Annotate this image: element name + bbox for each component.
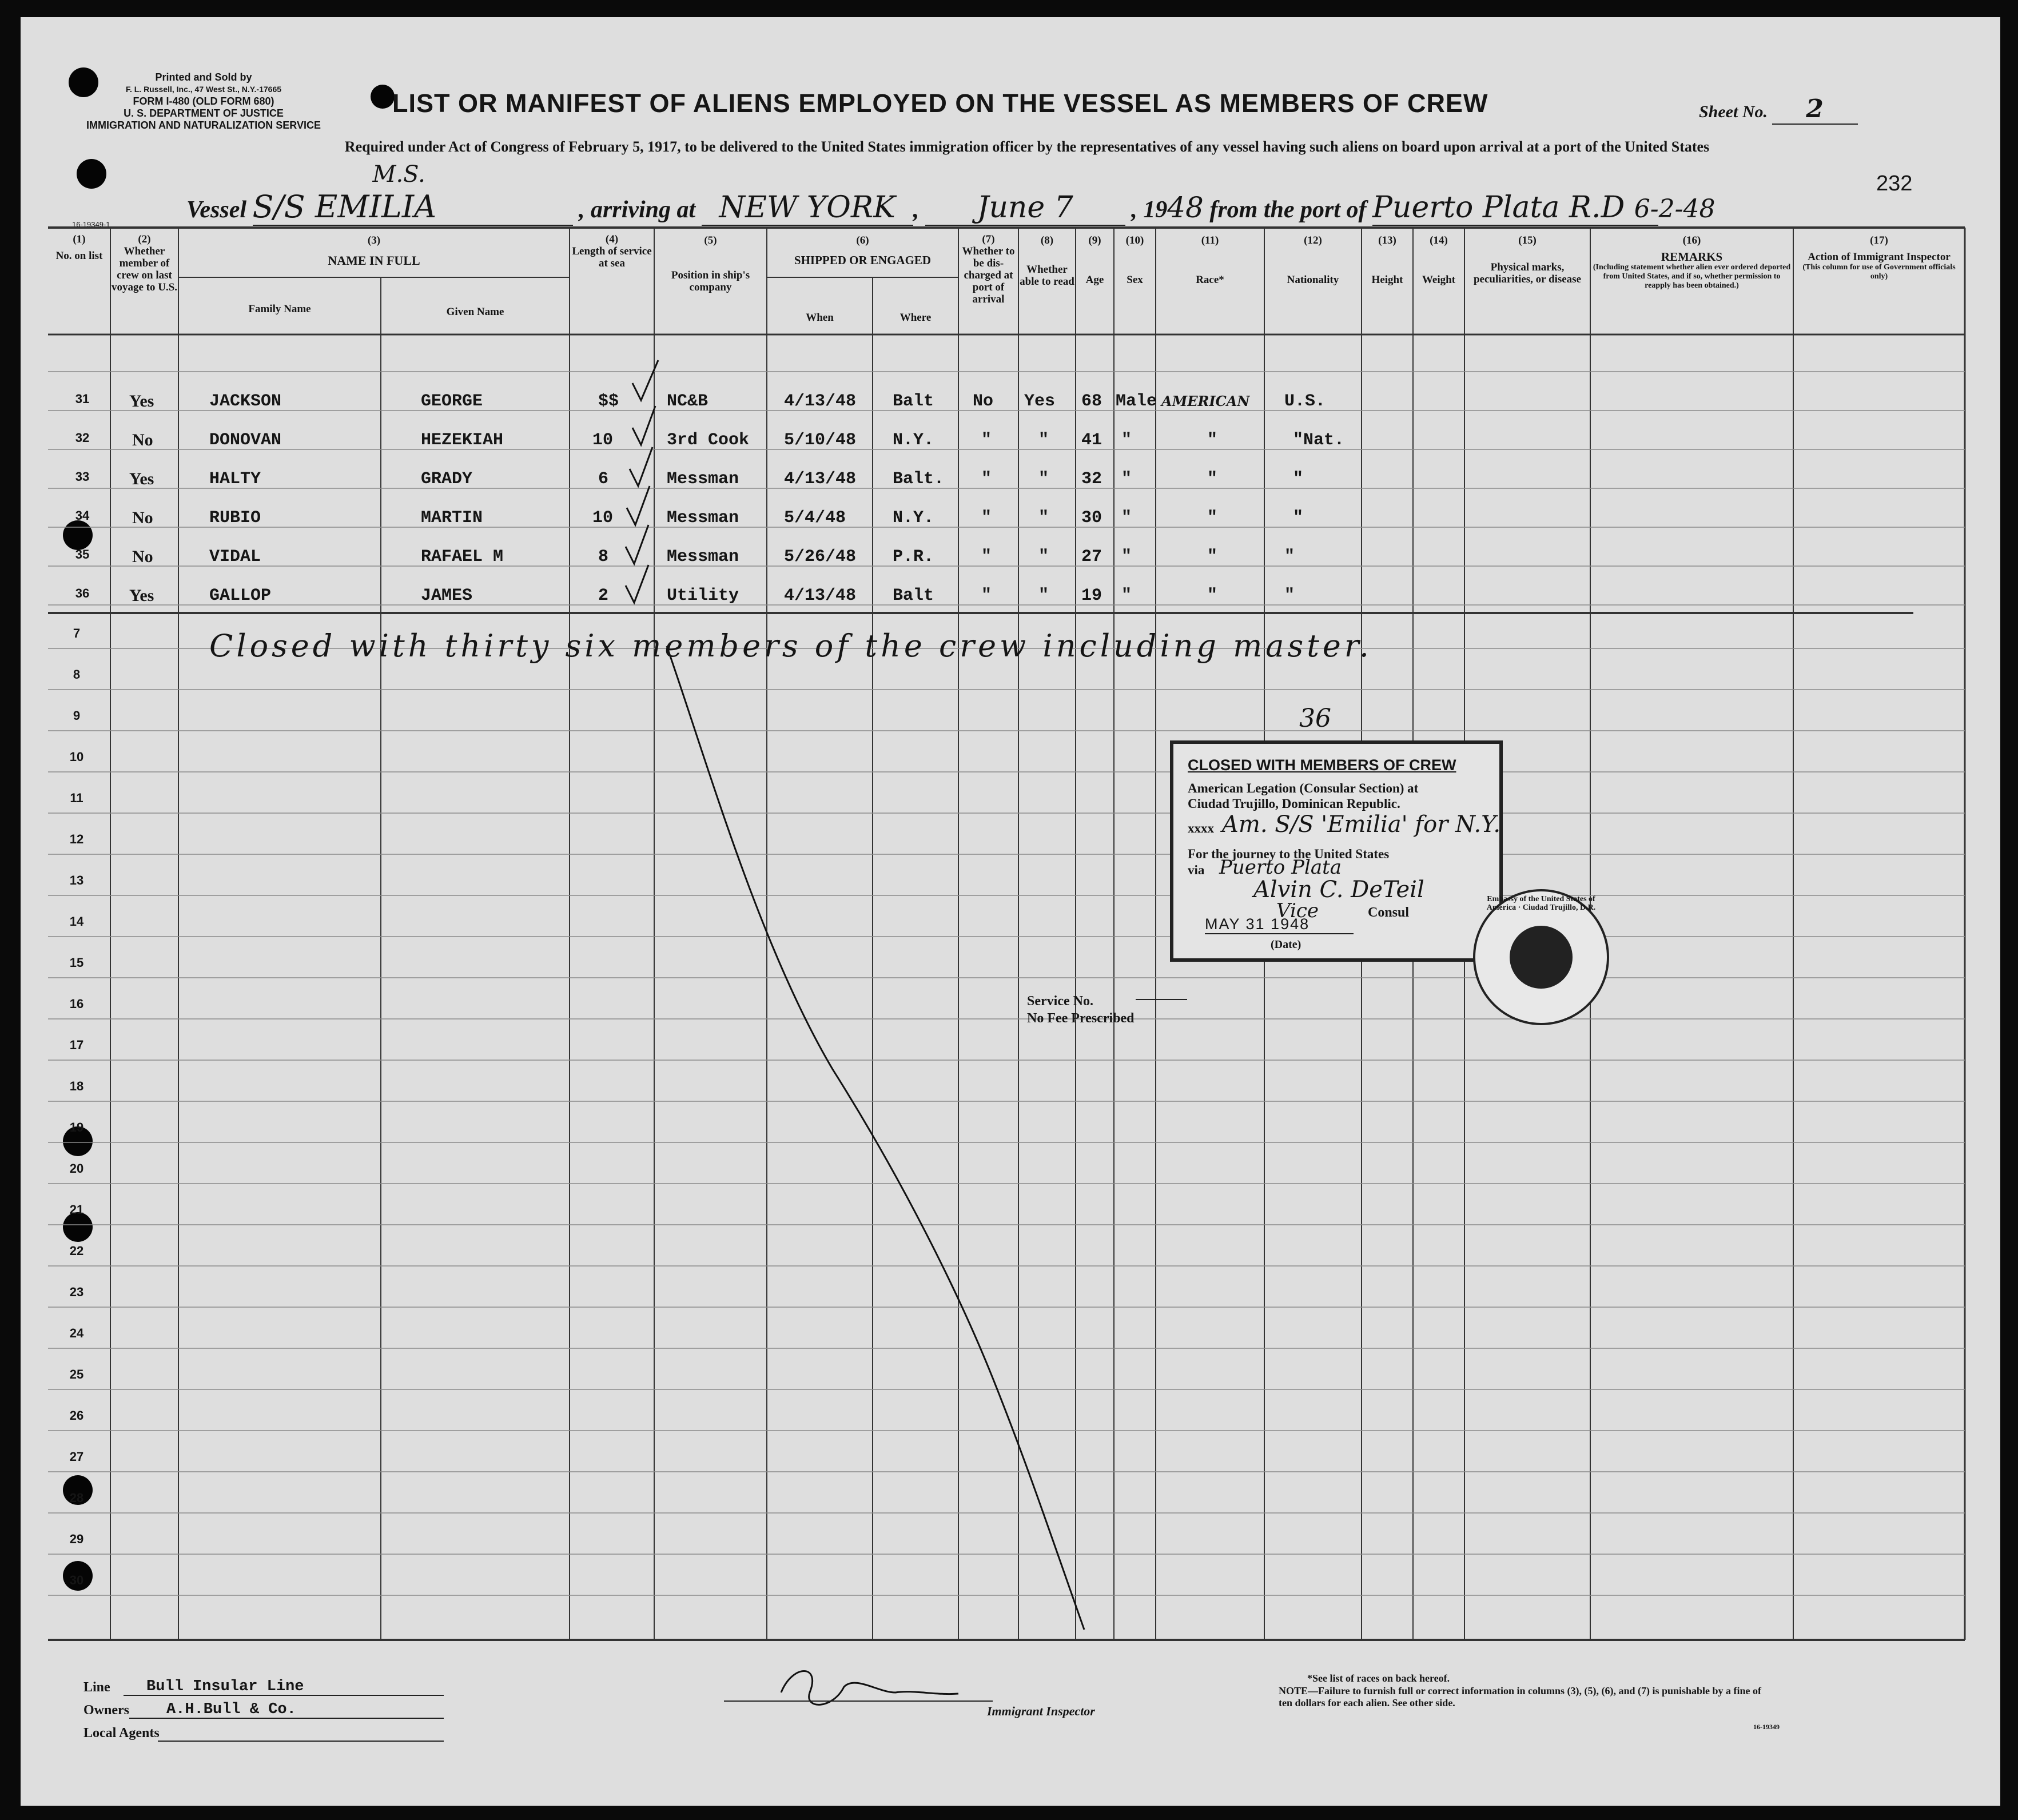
consul-signature: Alvin C. DeTeil <box>1253 877 1424 903</box>
col-whether-member: Whether member of crew on last voyage to U.S. <box>111 245 178 293</box>
stamp-count: 36 <box>1299 704 1331 733</box>
member-cell: No <box>132 508 153 527</box>
col-action: Action of Immigrant Inspector <box>1808 251 1951 263</box>
vessel-label: Vessel <box>186 197 246 223</box>
discharged-cell: " <box>981 508 992 528</box>
age-cell: 32 <box>1081 469 1102 489</box>
read-cell: Yes <box>1024 392 1056 411</box>
row-number: 27 <box>69 1449 84 1464</box>
row-number: 19 <box>69 1120 84 1134</box>
col-8-header <box>1018 234 1076 288</box>
race-cell: " <box>1207 431 1218 450</box>
read-cell: " <box>1038 586 1049 606</box>
col-num: (4) <box>605 233 619 245</box>
form-code-bottom: 16-19349 <box>1753 1723 1780 1731</box>
given-name-cell: HEZEKIAH <box>421 431 504 450</box>
form-number: FORM I-480 (OLD FORM 680) <box>133 95 274 107</box>
col-action-note: (This column for use of Government officials only) <box>1802 263 1956 281</box>
closing-note: Closed with thirty six members of the crew including master. <box>209 628 1372 664</box>
row-number: 25 <box>69 1367 84 1381</box>
when-cell: 5/26/48 <box>784 547 857 567</box>
nationality-cell: " <box>1284 547 1295 567</box>
form-title: LIST OR MANIFEST OF ALIENS EMPLOYED ON THE VESSEL AS MEMBERS OF CREW <box>392 89 1488 118</box>
col-1-header <box>48 233 110 262</box>
family-name-cell: DONOVAN <box>209 431 282 450</box>
age-cell: 68 <box>1081 392 1102 411</box>
stamp-consul: Consul <box>1368 905 1410 920</box>
length-cell: 10 <box>592 508 614 528</box>
sex-cell: " <box>1121 547 1132 567</box>
row-number: 20 <box>69 1161 84 1176</box>
manifest-sheet <box>21 17 2000 1806</box>
row-number: 10 <box>69 750 84 764</box>
nationality-cell: "Nat. <box>1293 431 1345 450</box>
stamp-date-label: (Date) <box>1271 938 1301 951</box>
discharged-cell: " <box>981 469 992 489</box>
col-remarks: REMARKS <box>1661 250 1723 264</box>
col-4-header <box>570 233 654 269</box>
stamp-line: For the journey to the United States <box>1188 847 1390 861</box>
col-5-header <box>654 234 767 293</box>
sex-cell: " <box>1121 586 1132 606</box>
stamp-line: Ciudad Trujillo, Dominican Republic. <box>1188 797 1400 811</box>
col-given-name: Given Name <box>446 306 504 318</box>
col-where: Where <box>899 312 932 324</box>
col-no-on-list: No. on list <box>55 250 103 262</box>
col-num: (12) <box>1304 234 1322 246</box>
race-cell: " <box>1207 586 1218 606</box>
race-cell: " <box>1207 469 1218 489</box>
service-no-label: Service No. <box>1027 994 1093 1009</box>
col-num: (1) <box>73 233 86 245</box>
col-num: (15) <box>1518 234 1537 246</box>
service-name: IMMIGRATION AND NATURALIZATION SERVICE <box>86 120 321 131</box>
departure-date: 6-2-48 <box>1634 194 1716 224</box>
col-height: Height <box>1371 274 1403 286</box>
row-number: 26 <box>69 1408 84 1423</box>
arrival-port: NEW YORK <box>702 190 913 226</box>
col-weight: Weight <box>1422 274 1456 286</box>
stamp-date: MAY 31 1948 <box>1205 915 1354 934</box>
arrival-date: June 7 <box>925 190 1125 226</box>
col-race: Race* <box>1196 274 1224 286</box>
row-number: 11 <box>70 791 83 805</box>
length-cell: 6 <box>598 469 609 489</box>
nationality-cell: U.S. <box>1284 392 1326 411</box>
member-cell: Yes <box>129 469 154 488</box>
where-cell: Balt. <box>893 469 945 489</box>
page-number: 232 <box>1876 172 1913 196</box>
row-number: 23 <box>69 1285 84 1299</box>
stamp-line: xxxx <box>1188 821 1214 835</box>
row-number: 15 <box>69 955 84 970</box>
row-number: 30 <box>69 1573 84 1587</box>
arriving-label: , arriving at <box>579 197 696 223</box>
member-cell: Yes <box>129 586 154 605</box>
row-number: 9 <box>73 708 81 723</box>
row-number: 35 <box>75 547 90 561</box>
row-number: 8 <box>73 667 81 682</box>
position-cell: Messman <box>667 547 739 567</box>
sex-cell: " <box>1121 469 1132 489</box>
family-name-cell: HALTY <box>209 469 261 489</box>
where-cell: N.Y. <box>893 508 934 528</box>
member-cell: No <box>132 547 153 566</box>
row-number: 17 <box>69 1038 84 1052</box>
printer-label: Printed and Sold by <box>155 71 252 83</box>
when-cell: 4/13/48 <box>784 469 857 489</box>
vessel-line: Vessel S/S EMILIA M.S. , arriving at NEW YORK , June 7 , 1948 from the port of Puerto Plata R.D 6-2-48 <box>186 161 1716 225</box>
inspector-label: Immigrant Inspector <box>987 1704 1095 1718</box>
col-num: (14) <box>1430 234 1448 246</box>
col-age: Age <box>1085 274 1104 286</box>
year-prefix: , 19 <box>1131 197 1168 223</box>
col-num: (10) <box>1125 234 1144 246</box>
sheet-label: Sheet No. <box>1699 102 1768 121</box>
col-num: (11) <box>1201 234 1219 246</box>
nationality-cell: " <box>1293 508 1304 528</box>
race-cell: " <box>1207 508 1218 528</box>
departure-port-name: Puerto Plata R.D <box>1372 190 1625 225</box>
see-list-note: *See list of races on back hereof. <box>1307 1672 1450 1684</box>
where-cell: N.Y. <box>893 431 934 450</box>
family-name-cell: VIDAL <box>209 547 261 567</box>
age-cell: 19 <box>1081 586 1102 606</box>
stamp-title: CLOSED WITH MEMBERS OF CREW <box>1188 756 1456 774</box>
col-7-header <box>958 233 1018 305</box>
col-num: (3) <box>367 234 381 246</box>
row-number: 36 <box>75 586 90 600</box>
col-6-header <box>767 234 958 266</box>
arrival-year: 48 <box>1167 191 1204 224</box>
col-num: (13) <box>1378 234 1396 246</box>
position-cell: Messman <box>667 508 739 528</box>
col-length-service: Length of service at sea <box>572 245 652 269</box>
stamp-line: via <box>1188 863 1205 877</box>
col-able-read: Whether able to read <box>1020 264 1074 288</box>
row-number: 22 <box>69 1244 84 1258</box>
row-number: 33 <box>75 469 90 484</box>
col-3-header <box>178 234 570 266</box>
col-num: (6) <box>856 234 869 246</box>
row-number: 28 <box>69 1491 84 1505</box>
discharged-cell: " <box>981 586 992 606</box>
col-name-in-full: NAME IN FULL <box>328 253 420 268</box>
row-number: 7 <box>73 626 81 640</box>
col-11-header <box>1156 234 1264 286</box>
given-name-cell: MARTIN <box>421 508 483 528</box>
length-cell: 10 <box>592 431 614 450</box>
form-code-top: 16-19349-1 <box>72 220 110 229</box>
col-12-header <box>1264 234 1362 286</box>
row-number: 32 <box>75 431 90 445</box>
fine-note: NOTE—Failure to furnish full or correct information in columns (3), (5), (6), and (7) is punishable by a fine of ten dollars for each alien. See other side. <box>1279 1685 1762 1709</box>
row-number: 34 <box>75 508 90 523</box>
col-num: (8) <box>1040 234 1054 246</box>
col-num: (16) <box>1682 234 1701 246</box>
age-cell: 41 <box>1081 431 1102 450</box>
discharged-cell: No <box>973 392 994 411</box>
col-17-header <box>1793 234 1965 281</box>
stamp-line: American Legation (Consular Section) at <box>1188 781 1419 795</box>
col-nationality: Nationality <box>1287 274 1339 286</box>
position-cell: NC&B <box>667 392 709 411</box>
row-number: 13 <box>69 873 84 887</box>
stamp-hand-line: Puerto Plata <box>1219 856 1342 879</box>
from-label: from the port of <box>1209 197 1367 223</box>
col-13-header <box>1362 234 1413 286</box>
member-cell: No <box>132 431 153 449</box>
row-number: 24 <box>69 1326 84 1340</box>
length-cell: 8 <box>598 547 609 567</box>
owners-value: A.H.Bull & Co. <box>166 1701 296 1718</box>
position-cell: 3rd Cook <box>667 431 750 450</box>
sex-cell: Male <box>1116 392 1157 411</box>
nationality-cell: " <box>1284 586 1295 606</box>
member-cell: Yes <box>129 392 154 411</box>
col-physical: Physical marks, peculiarities, or disease <box>1473 261 1582 285</box>
discharged-cell: " <box>981 547 992 567</box>
given-name-cell: GEORGE <box>421 392 483 411</box>
when-cell: 4/13/48 <box>784 392 857 411</box>
when-cell: 4/13/48 <box>784 586 857 606</box>
length-cell: $$ <box>598 392 619 411</box>
col-sex: Sex <box>1127 274 1143 286</box>
local-agents-label: Local Agents <box>83 1726 160 1741</box>
sheet-number: 2 <box>1772 94 1858 125</box>
form-subtitle: Required under Act of Congress of February 5, 1917, to be delivered to the United States immigration officer by the representatives of any vessel having such aliens on board upon arrival at a port of the United States <box>344 138 1710 155</box>
where-cell: P.R. <box>893 547 934 567</box>
row-number: 18 <box>69 1079 84 1093</box>
row-number: 12 <box>69 832 84 846</box>
age-cell: 30 <box>1081 508 1102 528</box>
position-cell: Utility <box>667 586 739 606</box>
position-cell: Messman <box>667 469 739 489</box>
col-shipped: SHIPPED OR ENGAGED <box>794 253 932 267</box>
department-name: U. S. DEPARTMENT OF JUSTICE <box>124 107 284 119</box>
col-family-name: Family Name <box>248 303 311 315</box>
col-15-header <box>1464 234 1590 285</box>
age-cell: 27 <box>1081 547 1102 567</box>
col-10-header <box>1114 234 1156 286</box>
consular-stamp <box>1170 704 1503 962</box>
row-number: 14 <box>69 914 84 929</box>
col-num: (2) <box>138 233 151 245</box>
col-num: (7) <box>982 233 995 245</box>
row-number: 16 <box>69 997 84 1011</box>
line-label: Line <box>83 1680 110 1695</box>
col-9-header <box>1076 234 1114 286</box>
when-cell: 5/10/48 <box>784 431 857 450</box>
length-cell: 2 <box>598 586 609 606</box>
line-value: Bull Insular Line <box>146 1678 304 1695</box>
row-number: 31 <box>75 392 90 406</box>
race-cell: " <box>1207 547 1218 567</box>
owners-label: Owners <box>83 1703 129 1718</box>
row-number: 29 <box>69 1532 84 1546</box>
nationality-cell: " <box>1293 469 1304 489</box>
discharged-cell: " <box>981 431 992 450</box>
stamp-hand-line: Am. S/S 'Emilia' for N.Y. <box>1222 811 1501 838</box>
col-16-header <box>1590 234 1793 290</box>
where-cell: Balt <box>893 392 934 411</box>
col-num: (5) <box>704 234 717 246</box>
read-cell: " <box>1038 469 1049 489</box>
read-cell: " <box>1038 508 1049 528</box>
row-number: 21 <box>69 1202 84 1217</box>
given-name-cell: GRADY <box>421 469 473 489</box>
vessel-correction: M.S. <box>372 161 425 188</box>
col-remarks-note: (Including statement whether alien ever ordered deported from United States, and if so, whether permission to reapply has been obtained.) <box>1593 263 1791 290</box>
family-name-cell: JACKSON <box>209 392 282 411</box>
col-when: When <box>806 312 834 324</box>
when-cell: 5/4/48 <box>784 508 846 528</box>
read-cell: " <box>1038 547 1049 567</box>
family-name-cell: RUBIO <box>209 508 261 528</box>
printer-address: F. L. Russell, Inc., 47 West St., N.Y.-17665 <box>125 85 282 94</box>
seal-text: Embassy of the United States of America · Ciudad Trujillo, D.R. <box>1486 895 1596 912</box>
col-discharged: Whether to be dis-charged at port of arrival <box>962 245 1015 305</box>
given-name-cell: JAMES <box>421 586 473 606</box>
given-name-cell: RAFAEL M <box>421 547 504 567</box>
vessel-name: S/S EMILIA <box>252 189 437 225</box>
no-fee-label: No Fee Prescribed <box>1027 1011 1135 1026</box>
sex-cell: " <box>1121 508 1132 528</box>
read-cell: " <box>1038 431 1049 450</box>
where-cell: Balt <box>893 586 934 606</box>
col-num: (9) <box>1088 234 1101 246</box>
col-2-header <box>110 233 178 293</box>
race-cell: AMERICAN <box>1161 393 1250 409</box>
family-name-cell: GALLOP <box>209 586 272 606</box>
sex-cell: " <box>1121 431 1132 450</box>
col-num: (17) <box>1870 234 1888 246</box>
col-position: Position in ship's company <box>671 269 750 293</box>
stamp-hand-line: Vice <box>1276 899 1319 922</box>
col-14-header <box>1413 234 1464 286</box>
embassy-seal <box>1473 889 1609 1025</box>
